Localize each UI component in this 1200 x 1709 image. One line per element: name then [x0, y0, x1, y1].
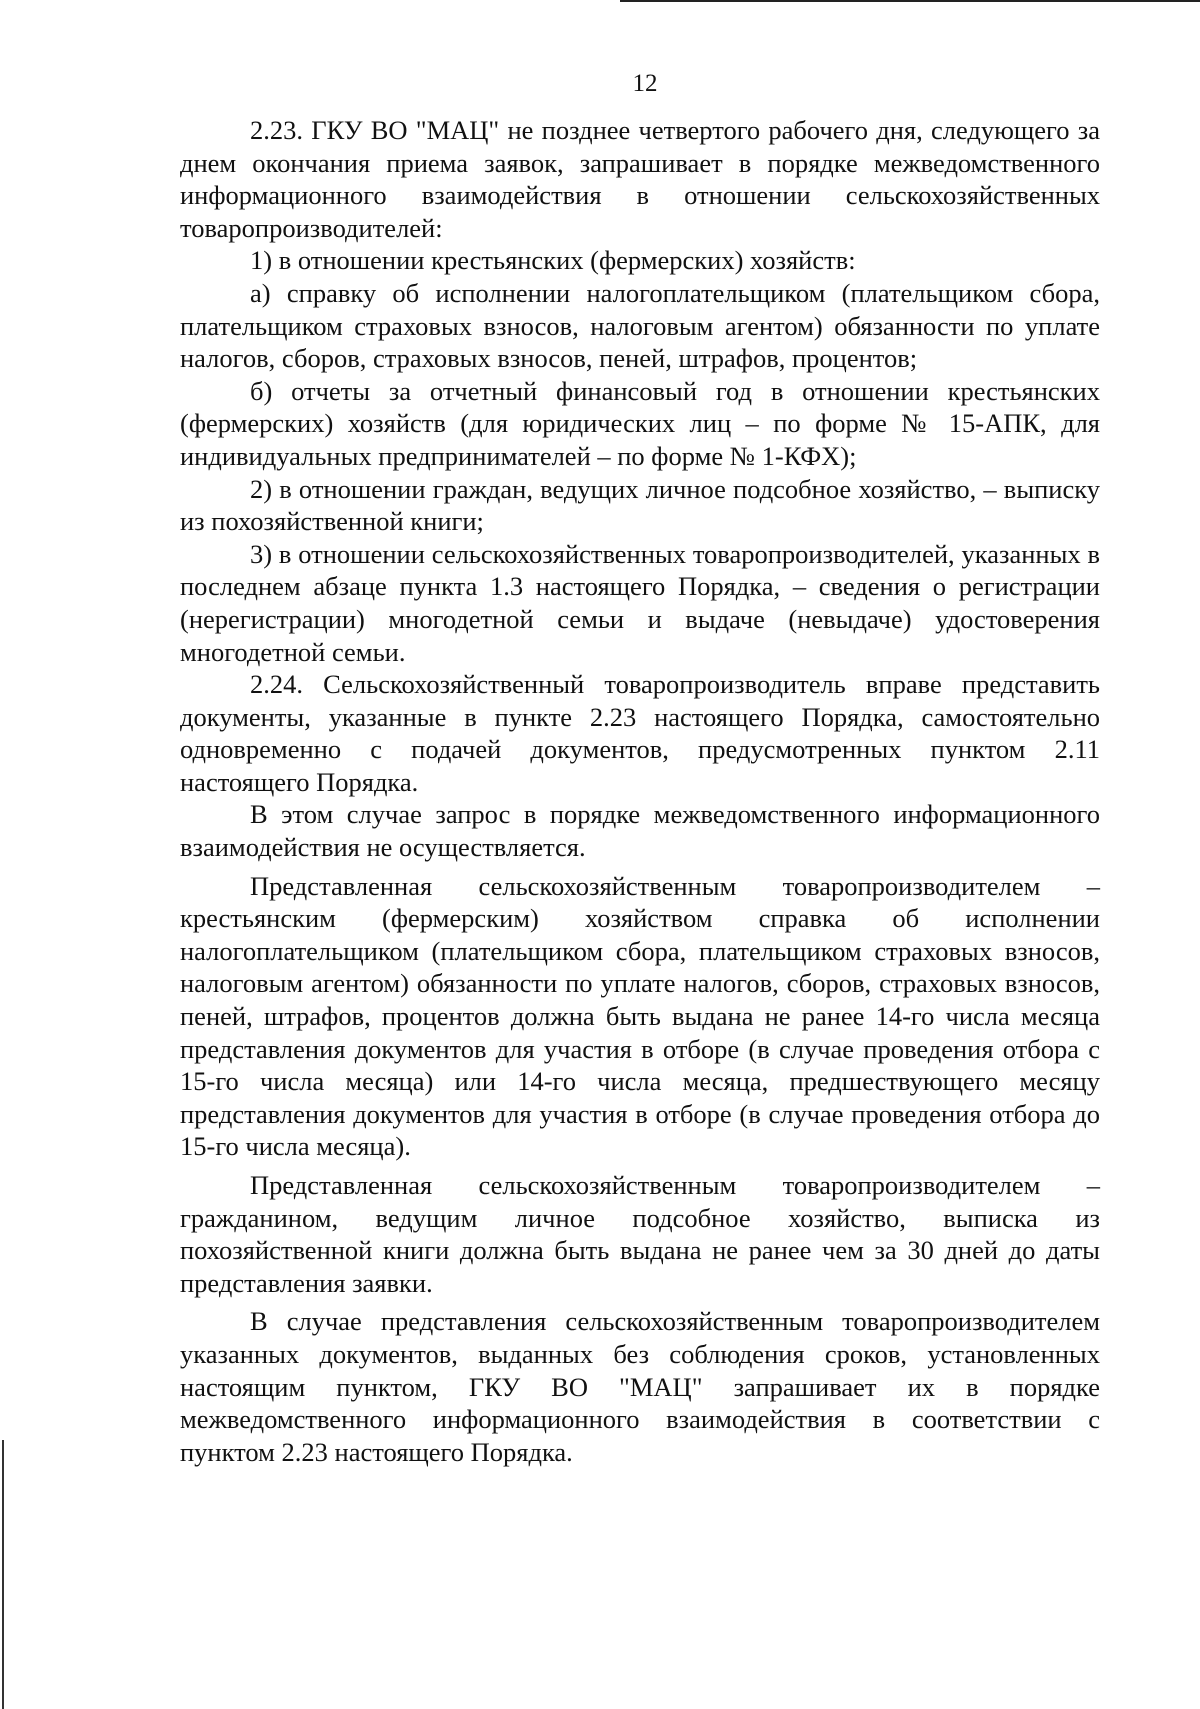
document-body [180, 114, 1100, 1468]
scan-edge-top [620, 0, 1200, 2]
paragraph-item-1a: а) справку об исполнении налогоплательщиком (плательщиком сбора, плательщиком страховых взносов, налоговым агентом) обязанности по уплате налогов, сборов, страховых взносов, пеней, штрафов, процентов; [180, 277, 1100, 374]
page-number: 12 [632, 70, 658, 97]
paragraph-item-1b: б) отчеты за отчетный финансовый год в отношении крестьянских (фермерских) хозяйств (для юридических лиц – по форме № 15-АПК, для индивидуальных предпринимателей – по форме № 1-КФХ); [180, 375, 1100, 471]
paragraph-no-request: В этом случае запрос в порядке межведомственного информационного взаимодействия не осуществляется. [180, 799, 1100, 863]
paragraph-2-23: 2.23. ГКУ ВО "МАЦ" не позднее четвертого рабочего дня, следующего за днем окончания приема заявок, запрашивает в порядке межведомственного информационного взаимодействия в отношении сельскохозяйственных товаропроизводителей: [180, 115, 1100, 243]
paragraph-item-1: 1) в отношении крестьянских (фермерских) хозяйств: [250, 245, 856, 276]
paragraph-farm-certificate: Представленная сельскохозяйственным товаропроизводителем – крестьянским (фермерским) хозяйством справка об исполнении налогоплательщиком (плательщиком сбора, плательщиком страховых взносов, налоговым агентом) обязанности по уплате налогов, сборов, страховых взносов, пеней, штрафов, процентов должна быть выдана не ранее 14-го числа месяца представления документов для участия в отборе (в случае проведения отбора с 15-го числа месяца) или 14-го числа месяца, предшествующего месяцу представления документов для участия в отборе (в случае проведения отбора до 15-го числа месяца). [180, 870, 1100, 1162]
paragraph-household-extract: Представленная сельскохозяйственным товаропроизводителем – гражданином, ведущим личное подсобное хозяйство, выписка из похозяйственной книги должна быть выдана не ранее чем за 30 дней до даты представления заявки. [180, 1170, 1100, 1298]
scan-edge-left [2, 1440, 4, 1709]
paragraph-item-3: 3) в отношении сельскохозяйственных товаропроизводителей, указанных в последнем абзаце пункта 1.3 настоящего Порядка, – сведения о регистрации (нерегистрации) многодетной семьи и выдаче (невыдаче) удостоверения многодетной семьи. [180, 538, 1100, 667]
paragraph-item-2: 2) в отношении граждан, ведущих личное подсобное хозяйство, – выписку из похозяйственной книги; [180, 473, 1100, 537]
paragraph-late-documents: В случае представления сельскохозяйственным товаропроизводителем указанных документов, выданных без соблюдения сроков, установленных настоящим пунктом, ГКУ ВО "МАЦ" запрашивает их в порядке межведомственного информационного взаимодействия в соответствии с пунктом 2.23 настоящего Порядка. [180, 1306, 1100, 1467]
paragraph-2-24: 2.24. Сельскохозяйственный товаропроизводитель вправе представить документы, указанные в пункте 2.23 настоящего Порядка, самостоятельно одновременно с подачей документов, предусмотренных пунктом 2.11 настоящего Порядка. [180, 669, 1100, 797]
